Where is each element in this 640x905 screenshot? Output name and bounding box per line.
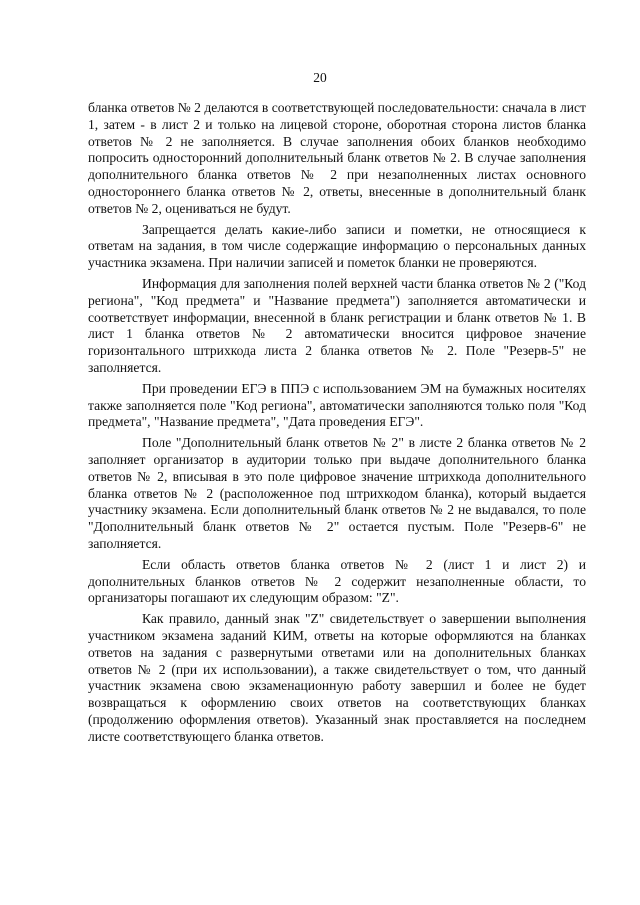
paragraph-paper-media: При проведении ЕГЭ в ППЭ с использованием ЭМ на бумажных носителях также заполняется поле "Код региона", автоматически заполняются только поля "Код предмета", "Название предмета", "Дата проведения ЕГЭ". [88,380,586,430]
paragraph-header-fields-info: Информация для заполнения полей верхней части бланка ответов № 2 ("Код региона", "Код предмета" и "Название предмета") заполняется автоматически и соответствует информации, внесенной в бланк регистрации и бланк ответов № 1. В лист 1 бланка ответов № 2 автоматически вносится цифровое значение горизонтального штрихкода листа 2 бланка ответов № 2. Поле "Резерв-5" не заполняется. [88,275,586,375]
document-body [88,100,586,749]
paragraph-z-mark: Как правило, данный знак "Z" свидетельствует о завершении выполнения участником экзамена заданий КИМ, ответы на которые оформляются на бланках ответов на задания с развернутыми ответами или на дополнительных бланках ответов № 2 (при их использовании), а также свидетельствует о том, что данный участник экзамена свою экзаменационную работу завершил и более не будет возвращаться к оформлению своих ответов на соответствующих бланках (продолжению оформления ответов). Указанный знак проставляется на последнем листе соответствующего бланка ответов. [88,611,586,744]
paragraph-answer-sheet-order: бланка ответов № 2 делаются в соответствующей последовательности: сначала в лист 1, затем - в лист 2 и только на лицевой стороне, оборотная сторона листов бланка ответов № 2 не заполняется. В случае заполнения обоих бланков необходимо попросить односторонний дополнительный бланк ответов № 2. В случае заполнения дополнительного бланка ответов № 2 при незаполненных листах основного одностороннего бланка ответов № 2, ответы, внесенные в дополнительный бланк ответов № 2, оцениваться не будут. [88,100,587,216]
page-number: 20 [313,70,327,85]
paragraph-empty-areas: Если область ответов бланка ответов № 2 (лист 1 и лист 2) и дополнительных бланков ответов № 2 содержит незаполненные области, то организаторы погашают их следующим образом: "Z". [88,556,586,606]
paragraph-prohibited-notes: Запрещается делать какие-либо записи и пометки, не относящиеся к ответам на задания, в том числе содержащие информацию о персональных данных участника экзамена. При наличии записей и пометок бланки не проверяются. [88,221,586,271]
paragraph-additional-sheet-field: Поле "Дополнительный бланк ответов № 2" в листе 2 бланка ответов № 2 заполняет организатор в аудитории только при выдаче дополнительного бланка ответов № 2, вписывая в это поле цифровое значение штрихкода дополнительного бланка ответов № 2 (расположенное под штрихкодом бланка), который выдается участнику экзамена. Если дополнительный бланк ответов № 2 не выдавался, то поле "Дополнительный бланк ответов № 2" остается пустым. Поле "Резерв-6" не заполняется. [88,435,586,551]
